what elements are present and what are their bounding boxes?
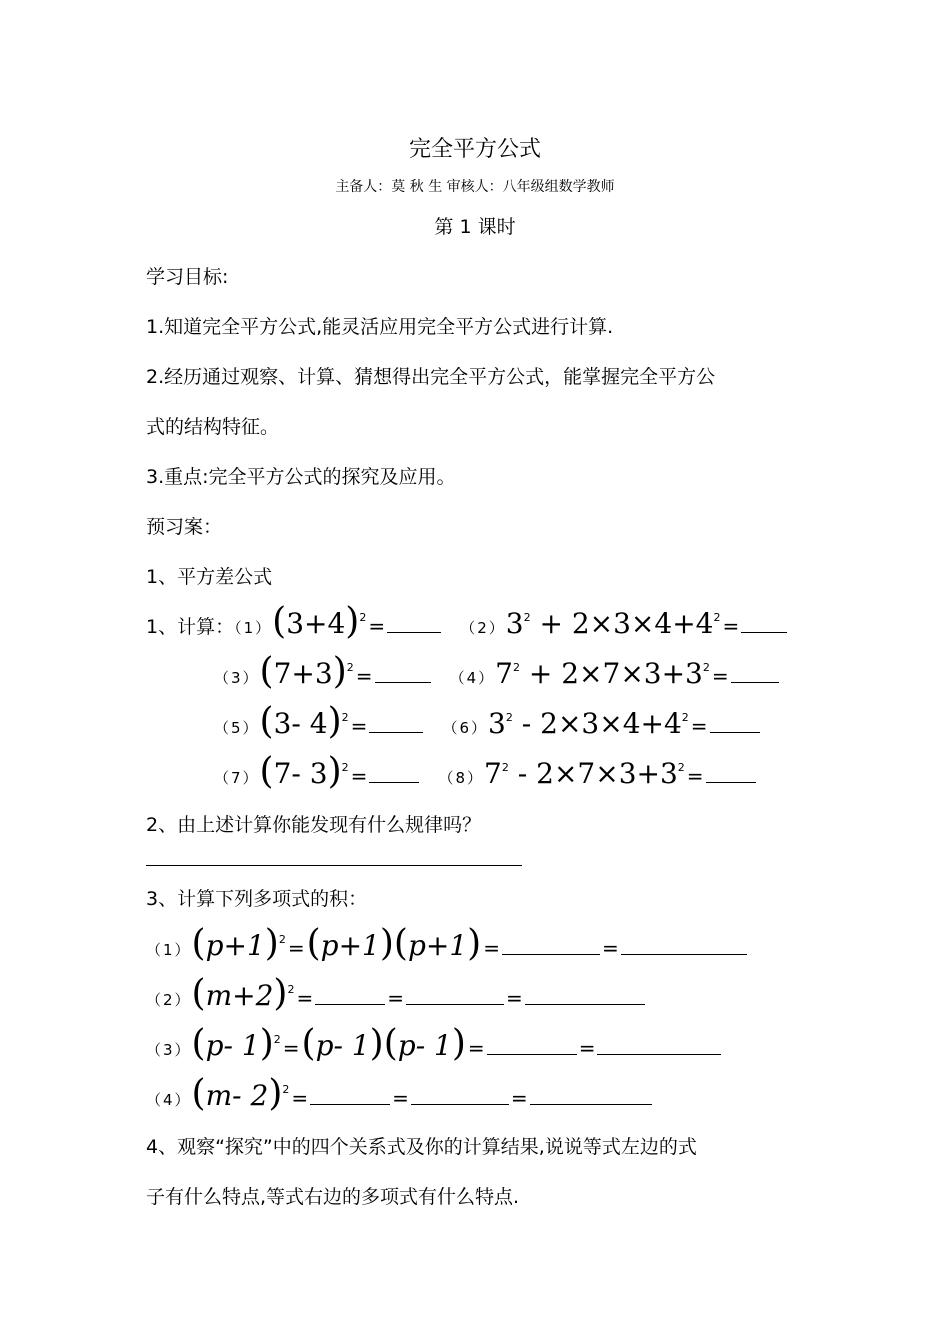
expression: + 2×3×4+4: [530, 607, 714, 640]
expression: 3- 4: [273, 707, 328, 740]
authors-line: 主备人：莫 秋 生 审核人：八年级组数学教师: [335, 179, 615, 195]
answer-line[interactable]: [146, 865, 522, 866]
item-number: （2）: [460, 619, 506, 637]
answer-blank[interactable]: [369, 731, 423, 733]
expression: 3+4: [286, 607, 346, 640]
answer-blank[interactable]: [310, 1103, 390, 1105]
answer-blank[interactable]: [741, 631, 787, 633]
section-4-line1: 4、观察“探究”中的四个关系式及你的计算结果,说说等式左边的式: [146, 1136, 697, 1158]
calc-row-2: $(3)(7+3)^2 = (4)7^2 + 2\times 7\times 3+3^2$ =: [214, 650, 779, 694]
section-4-line2: 子有什么特点,等式右边的多项式有什么特点.: [146, 1186, 520, 1208]
objective-3: 3.重点:完全平方公式的探究及应用。: [146, 466, 456, 488]
answer-blank[interactable]: [706, 781, 756, 783]
answer-blank[interactable]: [387, 631, 441, 633]
objective-1: 1.知道完全平方公式,能灵活应用完全平方公式进行计算.: [146, 316, 614, 338]
answer-blank[interactable]: [597, 1053, 721, 1055]
expression: - 2×7×3+3: [508, 757, 678, 790]
calc-row-3: （5）(3- $4)^2 = (6)3^2 - 2\times 3\times 4+4^2$ =: [214, 700, 760, 744]
expression: p- 1: [205, 1029, 260, 1062]
preview-heading: 预习案：: [146, 516, 223, 538]
answer-blank[interactable]: [406, 1003, 504, 1005]
calc-row-4: （7）(7- $3)^2 = (8)7^2 - 2\times 7\times 3+3^2$ =: [214, 750, 756, 794]
expression: + 2×7×3+3: [519, 657, 703, 690]
answer-blank[interactable]: [375, 681, 431, 683]
answer-blank[interactable]: [315, 1003, 385, 1005]
answer-blank[interactable]: [487, 1053, 577, 1055]
item-number: （1）: [234, 619, 273, 637]
section-3-heading: 3、计算下列多项式的积：: [146, 888, 368, 910]
expression: - 2×3×4+4: [512, 707, 682, 740]
product-row-4: （4）(m- 2)$^2$ = = =: [146, 1070, 652, 1118]
lesson-number: 第 1 课时: [434, 216, 516, 238]
calc-row-1: 1、计算：$(1)(3+4)^2 = (2)3^2 + 2\times 3\times 4+4^2$ =: [146, 600, 787, 644]
answer-blank[interactable]: [530, 1103, 652, 1105]
exponent: 2: [359, 611, 367, 624]
product-row-3: （3）(p- 1)$^2$ =(p- 1)(p- 1) = =: [146, 1020, 721, 1068]
objective-2-line2: 式的结构特征。: [146, 416, 280, 438]
answer-blank[interactable]: [502, 953, 600, 955]
product-row-1: $(1)(p+1)^2 =(p+1)(p+1)$ = =: [146, 920, 747, 968]
answer-blank[interactable]: [621, 953, 747, 955]
expression: p+1: [205, 929, 265, 962]
answer-blank[interactable]: [369, 781, 419, 783]
section-2-question: 2、由上述计算你能发现有什么规律吗？: [146, 814, 482, 836]
section-1-heading: 1、平方差公式: [146, 566, 273, 588]
product-row-2: $(2)(m+2)^2$ = = =: [146, 970, 645, 1018]
objectives-heading: 学习目标:: [146, 266, 229, 288]
expression: 7- 3: [273, 757, 328, 790]
objective-2-line1: 2.经历通过观察、计算、猜想得出完全平方公式，能掌握完全平方公: [146, 366, 716, 388]
answer-blank[interactable]: [411, 1103, 509, 1105]
answer-blank[interactable]: [731, 681, 779, 683]
expression: 7+3: [273, 657, 333, 690]
expression: m+2: [205, 979, 274, 1012]
calc-label: 1、计算：: [146, 616, 235, 638]
answer-blank[interactable]: [525, 1003, 645, 1005]
page-title: 完全平方公式: [408, 137, 541, 162]
expression: m- 2: [205, 1079, 269, 1112]
answer-blank[interactable]: [710, 731, 760, 733]
